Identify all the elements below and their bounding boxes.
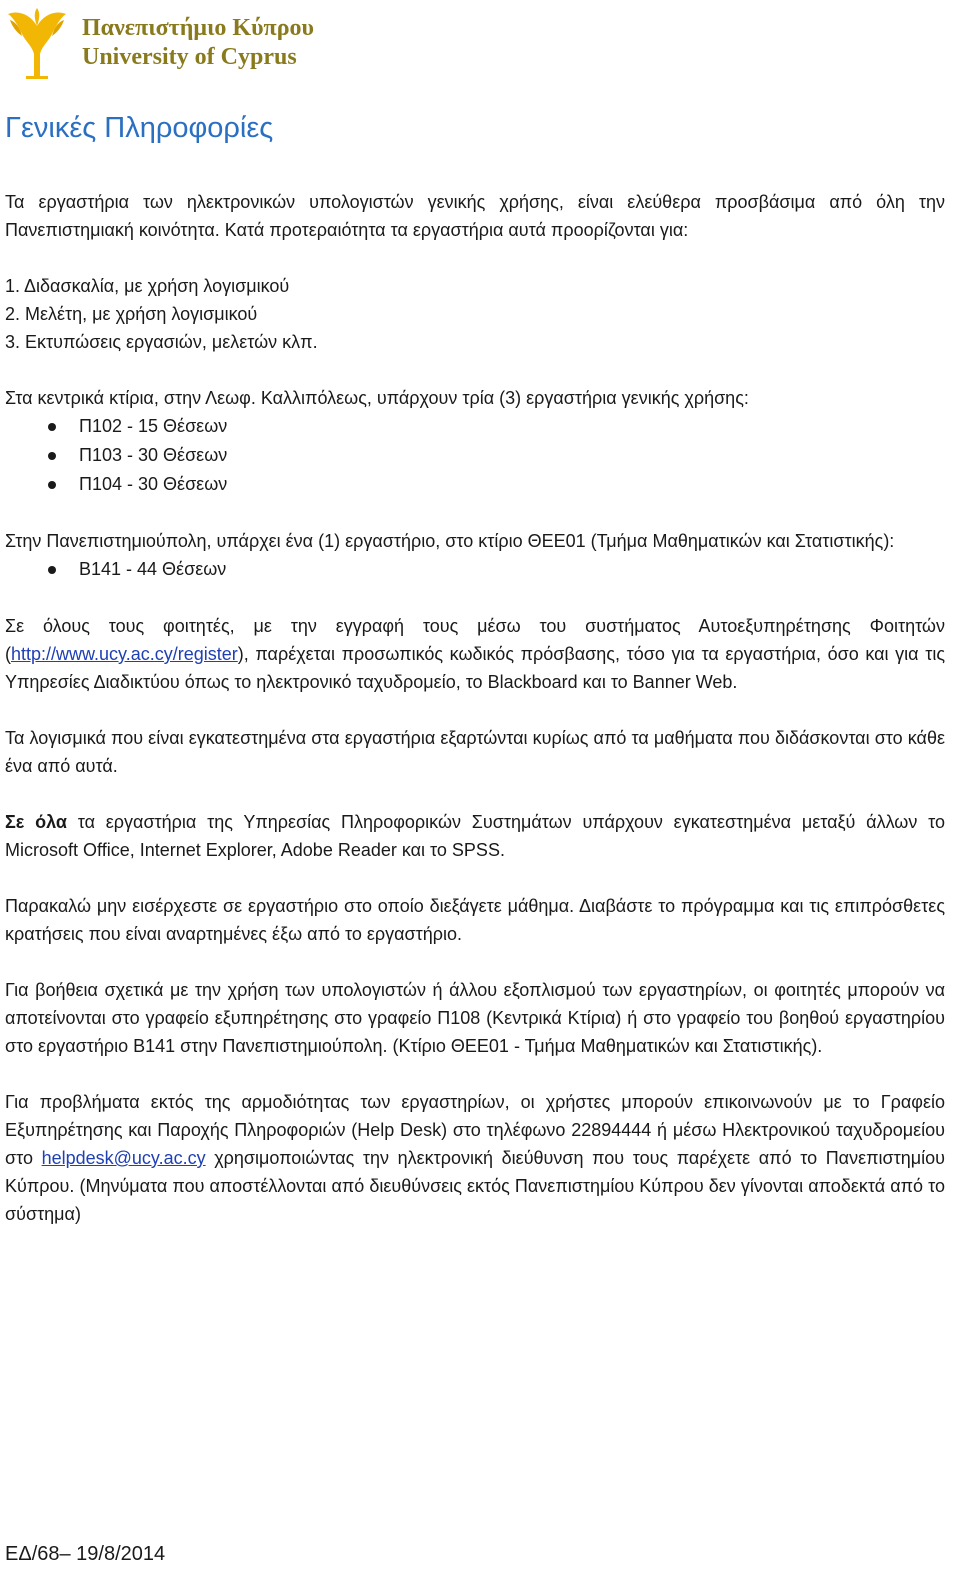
- lab-label: Π103 - 30 Θέσεων: [79, 445, 228, 465]
- account-text-after: ), παρέχεται προσωπικός κωδικός πρόσβασης, τόσο για τα εργαστήρια, όσο και για τις Υπηρεσίες Διαδικτύου όπως το ηλεκτρονικό ταχυδρομείο, το Blackboard και το Banner Web.: [5, 644, 945, 692]
- register-link[interactable]: http://www.ucy.ac.cy/register: [11, 644, 238, 664]
- lab-list-item: [5, 555, 945, 584]
- intro-paragraph: Τα εργαστήρια των ηλεκτρονικών υπολογιστών γενικής χρήσης, είναι ελεύθερα προσβάσιμα από όλη την Πανεπιστημιακή κοινότητα. Κατά προτεραιότητα τα εργαστήρια αυτά προορίζονται για:: [5, 192, 945, 240]
- uses-list-item: 1. Διδασκαλία, με χρήση λογισμικού: [5, 276, 290, 296]
- main-content: [5, 108, 945, 1256]
- tree-emblem-icon: [4, 6, 70, 80]
- lab-list-item: [5, 470, 945, 499]
- central-labs-list: [5, 412, 945, 499]
- installed-emphasis: Σε όλα: [5, 812, 67, 832]
- helpdesk-paragraph: [5, 1088, 945, 1228]
- page-title: Γενικές Πληροφορίες: [5, 112, 274, 144]
- uses-list-item: 2. Μελέτη, με χρήση λογισμικού: [5, 304, 258, 324]
- helpdesk-email-link[interactable]: helpdesk@ucy.ac.cy: [41, 1148, 206, 1168]
- lab-list-item: [5, 441, 945, 470]
- central-labs-intro: Στα κεντρικά κτίρια, στην Λεωφ. Καλλιπόλεως, υπάρχουν τρία (3) εργαστήρια γενικής χρήσης:: [5, 388, 749, 408]
- lab-label: Π102 - 15 Θέσεων: [79, 416, 228, 436]
- bullet-icon: [48, 481, 56, 489]
- campus-labs-intro: Στην Πανεπιστημιούπολη, υπάρχει ένα (1) εργαστήριο, στο κτίριο ΘΕΕ01 (Τμήμα Μαθηματικών και Στατιστικής):: [5, 531, 895, 551]
- account-paragraph: [5, 612, 945, 696]
- account-text-before: Σε όλους τους φοιτητές, με την εγγραφή τους μέσω του συστήματος Αυτοεξυπηρέτησης Φοιτητών (: [5, 616, 945, 664]
- logo-text: [82, 14, 314, 72]
- bullet-icon: [48, 452, 56, 460]
- logo-text-greek: Πανεπιστήμιο Κύπρου: [82, 15, 314, 41]
- uses-list-item: 3. Εκτυπώσεις εργασιών, μελετών κλπ.: [5, 332, 318, 352]
- help-paragraph: Για βοήθεια σχετικά με την χρήση των υπολογιστών ή άλλου εξοπλισμού των εργαστηρίων, οι φοιτητές μπορούν να αποτείνονται στο γραφείο εξυπηρέτησης στο γραφείο Π108 (Κεντρικά Κτίρια) ή στο γραφείο του βοηθού εργαστηρίου στο εργαστήριο Β141 στην Πανεπιστημιούπολη. (Κτίριο ΘΕΕ01 - Τμήμα Μαθηματικών και Στατιστικής).: [5, 980, 945, 1056]
- lab-list-item: [5, 412, 945, 441]
- notice-paragraph: Παρακαλώ μην εισέρχεστε σε εργαστήριο στο οποίο διεξάγετε μάθημα. Διαβάστε το πρόγραμμα και τις επιπρόσθετες κρατήσεις που είναι αναρτημένες έξω από το εργαστήριο.: [5, 896, 945, 944]
- campus-labs-list: [5, 555, 945, 584]
- document-reference: ΕΔ/68– 19/8/2014: [5, 1543, 166, 1565]
- lab-label: Π104 - 30 Θέσεων: [79, 474, 228, 494]
- bullet-icon: [48, 423, 56, 431]
- bullet-icon: [48, 566, 56, 574]
- uses-list: [5, 272, 945, 356]
- helpdesk-text-before: Για προβλήματα εκτός της αρμοδιότητας των εργαστηρίων, οι χρήστες μπορούν επικοινωνούν με το Γραφείο Εξυπηρέτησης και Παροχής Πληροφοριών (Help Desk) στο τηλέφωνο 22894444 ή μέσω Ηλεκτρονικού ταχυδρομείου στο: [5, 1092, 945, 1168]
- installed-software-paragraph: [5, 808, 945, 864]
- lab-label: Β141 - 44 Θέσεων: [79, 559, 227, 579]
- university-logo: [4, 4, 328, 82]
- installed-text: τα εργαστήρια της Υπηρεσίας Πληροφορικών Συστημάτων υπάρχουν εγκατεστημένα μεταξύ άλλων το Microsoft Office, Internet Explorer, Adobe Reader και το SPSS.: [5, 812, 945, 860]
- helpdesk-text-after: χρησιμοποιώντας την ηλεκτρονική διεύθυνση που τους παρέχετε από το Πανεπιστημίου Κύπρου. (Μηνύματα που αποστέλλονται από διευθύνσεις εκτός Πανεπιστημίου Κύπρου δεν γίνονται αποδεκτά από το σύστημα): [5, 1148, 945, 1224]
- logo-text-english: University of Cyprus: [82, 44, 297, 70]
- software-paragraph: Τα λογισμικά που είναι εγκατεστημένα στα εργαστήρια εξαρτώνται κυρίως από τα μαθήματα που διδάσκονται στο κάθε ένα από αυτά.: [5, 728, 945, 776]
